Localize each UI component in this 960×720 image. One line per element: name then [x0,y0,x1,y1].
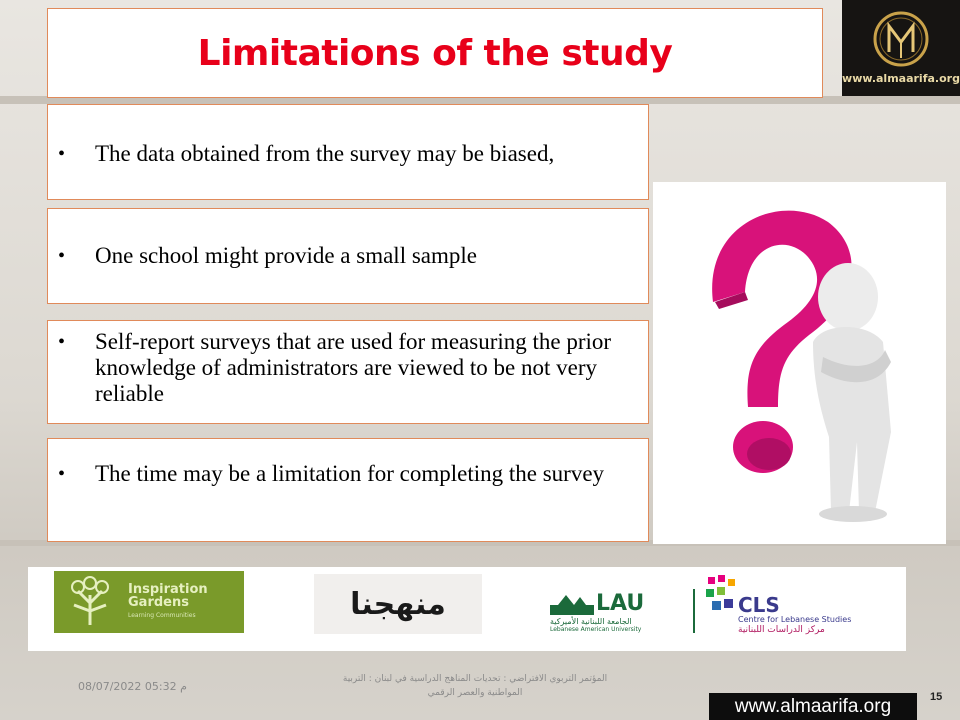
bullet-text: One school might provide a small sample [95,243,477,268]
logo-url-text: www.almaarifa.org [842,72,960,85]
title-box [47,8,823,98]
lau-english: Lebanese American University [550,626,642,633]
bullet-text: The time may be a limitation for completing the survey [95,461,605,486]
bullet-dot: • [58,143,66,165]
partner-logos-strip [28,567,906,651]
slide-title: Limitations of the study [197,32,673,74]
manhajuna-logo: منهجنا [314,574,482,634]
bullet-box [47,320,649,424]
cls-logo [704,575,904,637]
ig-line1: Inspiration [128,581,208,597]
logo-divider [693,589,695,633]
lau-name: LAU [596,591,645,616]
footer-conference-title: المؤتمر التربوي الافتراضي : تحديات المناهج الدراسية في لبنان : التربية المواطنية والعصر الرقمي [342,674,608,698]
cls-arabic: مركز الدراسات اللبنانية [738,625,825,635]
ig-line2: Gardens [128,594,189,610]
bullet-dot: • [58,463,66,485]
ig-subtitle: Learning Communities [128,611,196,619]
cls-squares-icon [704,575,738,615]
cls-english: Centre for Lebanese Studies [738,615,852,624]
footer-url[interactable]: www.almaarifa.org [709,693,917,720]
almaarifa-m-logo-icon [870,8,932,70]
bullet-text: Self-report surveys that are used for measuring the prior knowledge of administrators are viewed to be not very reliable [95,329,612,406]
lau-arabic: الجامعة اللبنانية الأميركية [550,617,632,626]
tree-icon [60,575,120,629]
bullet-text: The data obtained from the survey may be biased, [95,141,555,166]
inspiration-gardens-logo [54,571,244,633]
bullet-box [47,104,649,200]
bullet-box [47,438,649,542]
bullet-dot: • [58,245,66,267]
bullet-box [47,208,649,304]
cls-name: CLS [738,593,780,617]
question-mark-illustration [653,182,946,544]
footer-datetime: م 05:32 08/07/2022 [78,680,187,693]
bullet-dot: • [58,331,66,353]
lau-ship-icon [550,593,594,615]
question-mark-person-icon [653,182,946,544]
slide-number: 15 [930,691,943,703]
lau-logo [548,589,688,633]
almaarifa-logo [842,0,960,96]
